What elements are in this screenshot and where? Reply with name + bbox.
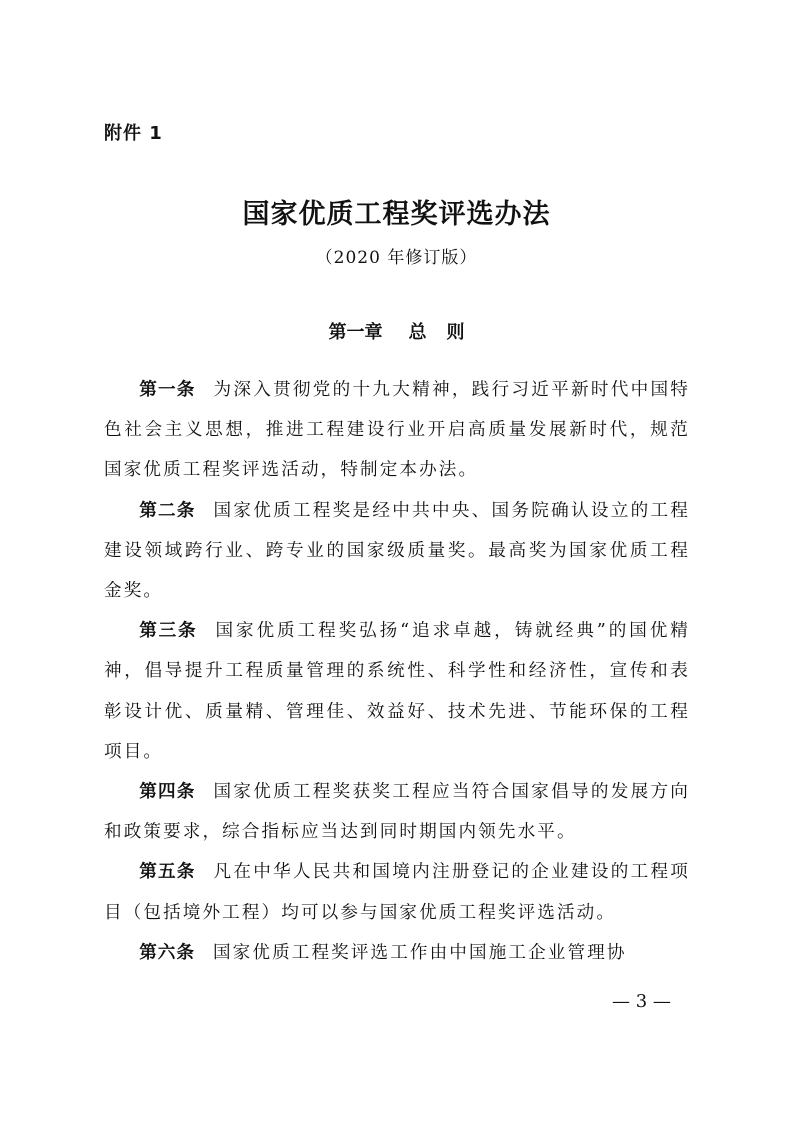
chapter-number: 第一章 (328, 322, 383, 343)
article-text: 国家优质工程奖弘扬“追求卓越，铸就经典”的国优精神，倡导提升工程质量管理的系统性、科学性和经济性，宣传和表彰设计优、质量精、管理佳、效益好、技术先进、节能环保的工程项目。 (104, 621, 690, 762)
page-number: — 3 — (612, 991, 671, 1012)
article-number: 第四条 (139, 782, 196, 803)
article-number: 第三条 (139, 621, 198, 642)
article-paragraph (104, 933, 690, 973)
article-text: 为深入贯彻党的十九大精神，践行习近平新时代中国特色社会主义思想，推进工程建设行业开启高质量发展新时代，规范国家优质工程奖评选活动，特制定本办法。 (104, 380, 690, 481)
attachment-label: 附件 1 (104, 123, 163, 144)
document-body (104, 370, 690, 973)
article-number: 第一条 (139, 380, 196, 400)
article-paragraph (104, 852, 690, 932)
article-paragraph (104, 611, 690, 772)
article-number: 第二条 (139, 500, 196, 521)
article-paragraph (104, 772, 690, 852)
article-number: 第六条 (139, 942, 195, 963)
article-paragraph (104, 491, 690, 612)
article-text: 国家优质工程奖评选工作由中国施工企业管理协 (212, 942, 627, 963)
article-number: 第五条 (139, 862, 196, 883)
article-text: 国家优质工程奖是经中共中央、国务院确认设立的工程建设领域跨行业、跨专业的国家级质量奖。最高奖为国家优质工程金奖。 (104, 500, 690, 602)
document-subtitle: （2020 年修订版） (315, 248, 478, 268)
chapter-heading (0, 318, 793, 344)
chapter-name-part2: 则 (446, 322, 465, 343)
article-text: 凡在中华人民共和国境内注册登记的企业建设的工程项目（包括境外工程）均可以参与国家优质工程奖评选活动。 (104, 862, 690, 923)
document-title: 国家优质工程奖评选办法 (242, 199, 551, 230)
article-paragraph (104, 370, 690, 491)
chapter-name-part1: 总 (408, 322, 427, 343)
article-text: 国家优质工程奖获奖工程应当符合国家倡导的发展方向和政策要求，综合指标应当达到同时期国内领先水平。 (104, 782, 690, 843)
